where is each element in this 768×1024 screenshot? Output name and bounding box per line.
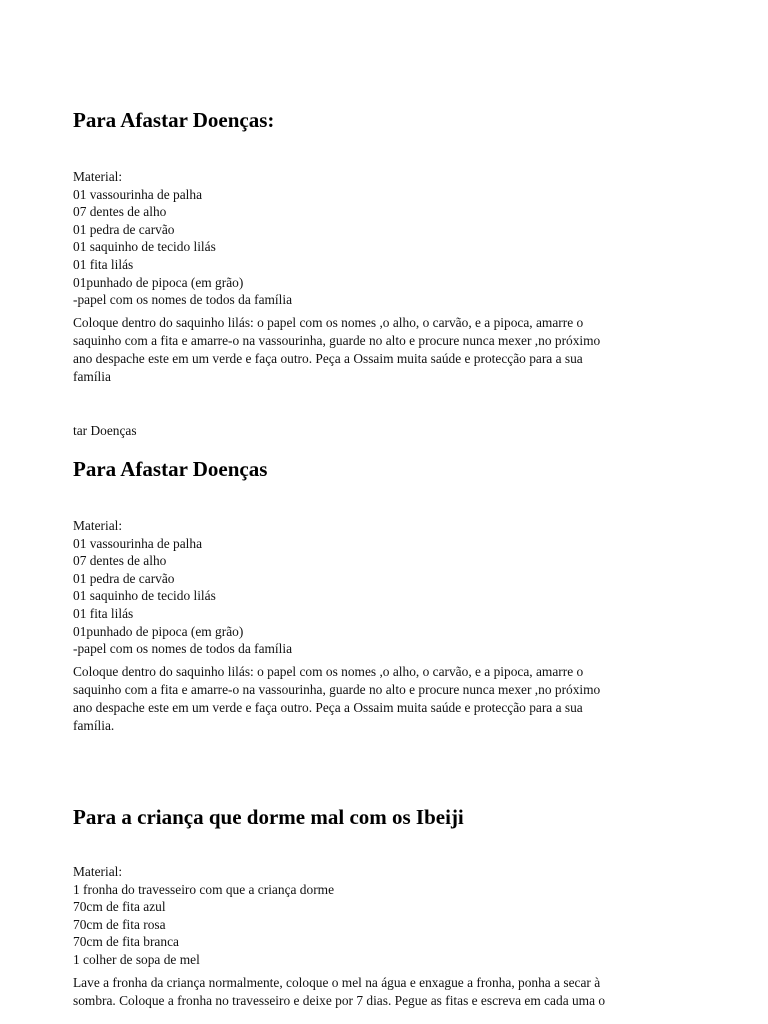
material-list [73,517,698,658]
instruction-line: saquinho com a fita e amarre-o na vassourinha, guarde no alto e procure nunca mexer ,no próximo [73,681,601,697]
section-title: Para a criança que dorme mal com os Ibeiji [73,805,464,829]
material-list [73,863,698,969]
instruction-line: Lave a fronha da criança normalmente, coloque o mel na água e enxague a fronha, ponha a secar à [73,974,601,990]
material-list [73,168,698,309]
instruction-line: ano despache este em um verde e faça outro. Peça a Ossaim muita saúde e protecção para a sua [73,350,583,366]
material-label: Material: [73,518,123,533]
material-item: 70cm de fita branca [73,934,179,950]
material-item: 07 dentes de alho [73,553,167,569]
instruction-line: Coloque dentro do saquinho lilás: o papel com os nomes ,o alho, o carvão, e a pipoca, amarre o [73,314,584,330]
recipe-section-crianca-ibeiji [73,805,698,1010]
material-item: 01 pedra de carvão [73,570,175,586]
section-title: Para Afastar Doenças: [73,108,275,132]
material-item: 01 fita lilás [73,605,134,621]
instructions-paragraph [73,663,698,735]
material-item: 01punhado de pipoca (em grão) [73,274,244,290]
material-item: 1 colher de sopa de mel [73,951,200,967]
material-item: 70cm de fita azul [73,899,166,915]
material-item: 1 fronha do travesseiro com que a criança dorme [73,881,335,897]
instructions-paragraph [73,974,698,1010]
instruction-line: sombra. Coloque a fronha no travesseiro e deixe por 7 dias. Pegue as fitas e escreva em cada uma o [73,992,606,1008]
recipe-section-afastar-doencas-1 [73,108,698,386]
instruction-line: família. [73,717,115,733]
instruction-line: ano despache este em um verde e faça outro. Peça a Ossaim muita saúde e protecção para a sua [73,699,583,715]
material-item: 01 saquinho de tecido lilás [73,588,216,604]
instruction-line: saquinho com a fita e amarre-o na vassourinha, guarde no alto e procure nunca mexer ,no próximo [73,332,601,348]
material-item: 01 vassourinha de palha [73,186,203,202]
instruction-line: família [73,368,111,384]
material-item: 01 vassourinha de palha [73,535,203,551]
instruction-line: Coloque dentro do saquinho lilás: o papel com os nomes ,o alho, o carvão, e a pipoca, amarre o [73,663,584,679]
material-label: Material: [73,169,123,184]
material-item: 70cm de fita rosa [73,916,166,932]
material-item: -papel com os nomes de todos da família [73,292,293,308]
material-item: 01punhado de pipoca (em grão) [73,623,244,639]
material-label: Material: [73,864,123,879]
material-item: -papel com os nomes de todos da família [73,641,293,657]
material-item: 07 dentes de alho [73,204,167,220]
material-item: 01 pedra de carvão [73,221,175,237]
instructions-paragraph [73,314,698,386]
material-item: 01 saquinho de tecido lilás [73,239,216,255]
material-item: 01 fita lilás [73,256,134,272]
recipe-section-afastar-doencas-2 [73,457,698,735]
stray-text: tar Doenças [73,423,137,438]
section-title: Para Afastar Doenças [73,457,268,481]
